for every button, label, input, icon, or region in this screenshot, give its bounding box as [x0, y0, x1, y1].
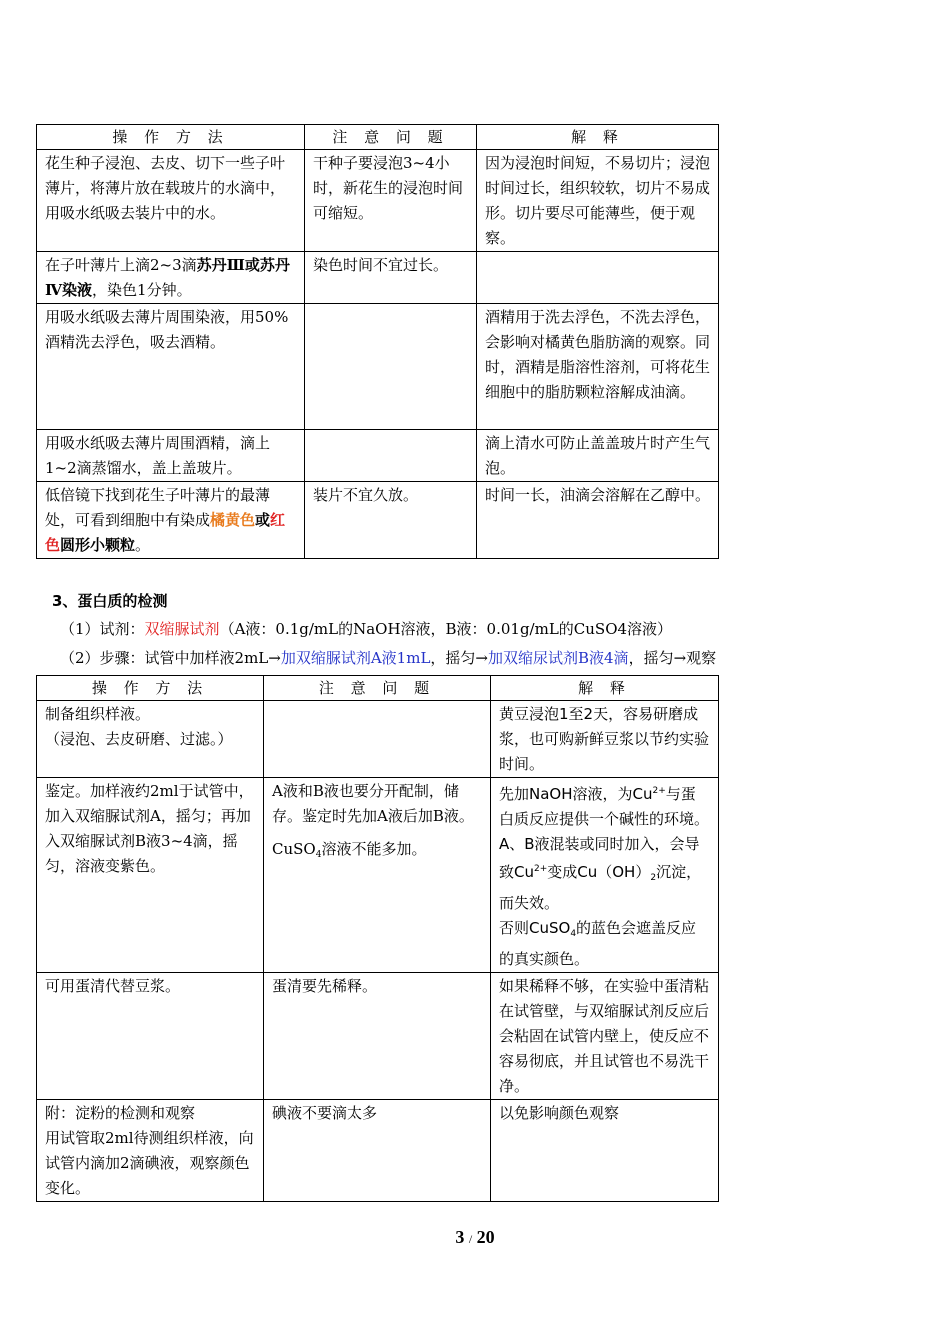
note-cell	[264, 701, 491, 778]
cuso4-note: CuSO$_4$溶液不能多加。	[272, 840, 427, 860]
method-cell: 用吸水纸吸去薄片周围酒精，滴上1~2滴蒸馏水，盖上盖玻片。	[37, 430, 305, 482]
explain-cell: 黄豆浸泡1至2天，容易研磨成浆，也可购新鲜豆浆以节约实验时间。	[491, 701, 719, 778]
table-row	[37, 252, 719, 304]
method-cell: 可用蛋清代替豆浆。	[37, 973, 264, 1100]
method-cell: 低倍镜下找到花生子叶薄片的最薄处，可看到细胞中有染成橘黄色或红色圆形小颗粒。	[37, 482, 305, 559]
reagent-name: 双缩脲试剂	[144, 620, 220, 638]
explain-cell: 先加NaOH溶液，为$Cu^{2+}$与蛋白质反应提供一个碱性的环境。A、B液混装或同时加入，会导致$Cu^{2+}$变成$Cu(OH)_2$沉淀，而失效。 否则CuSO$_4$的蓝色会遮盖反应的真实颜色。	[491, 778, 719, 973]
reagent-line: （1）试剂：双缩脲试剂（A液：0.1g/mL的NaOH溶液，B液：0.01g/mL的CuSO4溶液）	[60, 620, 673, 638]
red-text: 红色	[45, 511, 286, 554]
header-explain: 解 释	[477, 125, 719, 150]
header-method: 操 作 方 法	[37, 676, 264, 701]
explain-cell: 以免影响颜色观察	[491, 1100, 719, 1202]
protein-detection-table	[36, 675, 719, 1202]
method-cell: 用吸水纸吸去薄片周围染液，用50%酒精洗去浮色，吸去酒精。	[37, 304, 305, 430]
explain-cell	[477, 252, 719, 304]
table-row	[37, 150, 719, 252]
explain-cell: 如果稀释不够，在实验中蛋清粘在试管壁，与双缩脲试剂反应后会粘固在试管内壁上，使反应不容易彻底，并且试管也不易洗干净。	[491, 973, 719, 1100]
step-a: 加双缩脲试剂A液1mL	[280, 649, 431, 667]
note-cell	[305, 430, 477, 482]
header-note: 注 意 问 题	[264, 676, 491, 701]
note-cell: 蛋清要先稀释。	[264, 973, 491, 1100]
table-row	[37, 482, 719, 559]
table-row	[37, 778, 719, 973]
note-cell: 装片不宜久放。	[305, 482, 477, 559]
method-cell: 附：淀粉的检测和观察 用试管取2ml待测组织样液，向试管内滴加2滴碘液，观察颜色变化。	[37, 1100, 264, 1202]
explain-cell: 酒精用于洗去浮色，不洗去浮色，会影响对橘黄色脂肪滴的观察。同时，酒精是脂溶性溶剂，可将花生细胞中的脂肪颗粒溶解成油滴。	[477, 304, 719, 430]
order-note: 先加A液后加B液	[347, 807, 459, 825]
explain-cell: 滴上清水可防止盖盖玻片时产生气泡。	[477, 430, 719, 482]
explain-cell: 因为浸泡时间短，不易切片；浸泡时间过长，组织较软，切片不易成形。切片要尽可能薄些，便于观察。	[477, 150, 719, 252]
orange-text: 橘黄色	[210, 511, 256, 529]
table-header-row	[37, 676, 719, 701]
fat-detection-table	[36, 124, 719, 559]
note-cell	[305, 304, 477, 430]
method-cell: 花生种子浸泡、去皮、切下一些子叶薄片，将薄片放在载玻片的水滴中，用吸水纸吸去装片中的水。	[37, 150, 305, 252]
method-cell: 在子叶薄片上滴2~3滴苏丹Ⅲ或苏丹Ⅳ染液，染色1分钟。	[37, 252, 305, 304]
stain-name: 苏丹Ⅲ或苏丹Ⅳ染液	[45, 256, 290, 299]
header-method: 操 作 方 法	[37, 125, 305, 150]
table-row	[37, 430, 719, 482]
page-number: 3 / 20	[455, 1227, 495, 1247]
note-cell: A液和B液也要分开配制，储存。鉴定时先加A液后加B液。 CuSO$_4$溶液不能多加。	[264, 778, 491, 973]
table-row	[37, 1100, 719, 1202]
table-row	[37, 701, 719, 778]
explain-cell: 时间一长，油滴会溶解在乙醇中。	[477, 482, 719, 559]
table-header-row	[37, 125, 719, 150]
step-b: 加双缩尿试剂B液4滴	[487, 649, 629, 667]
header-explain: 解 释	[491, 676, 719, 701]
note-cell: 染色时间不宜过长。	[305, 252, 477, 304]
header-note: 注 意 问 题	[305, 125, 477, 150]
steps-line: （2）步骤：试管中加样液2mL→加双缩脲试剂A液1mL，摇匀→加双缩尿试剂B液4滴，摇匀→观察	[60, 649, 717, 667]
note-cell: 干种子要浸泡3~4小时，新花生的浸泡时间可缩短。	[305, 150, 477, 252]
method-cell: 鉴定。加样液约2ml于试管中，加入双缩脲试剂A，摇匀；再加入双缩脲试剂B液3~4滴，摇匀，溶液变紫色。	[37, 778, 264, 973]
section-title: 3、蛋白质的检测	[52, 592, 168, 610]
table-row	[37, 304, 719, 430]
table-row	[37, 973, 719, 1100]
method-cell: 制备组织样液。 （浸泡、去皮研磨、过滤。）	[37, 701, 264, 778]
note-cell: 碘液不要滴太多	[264, 1100, 491, 1202]
